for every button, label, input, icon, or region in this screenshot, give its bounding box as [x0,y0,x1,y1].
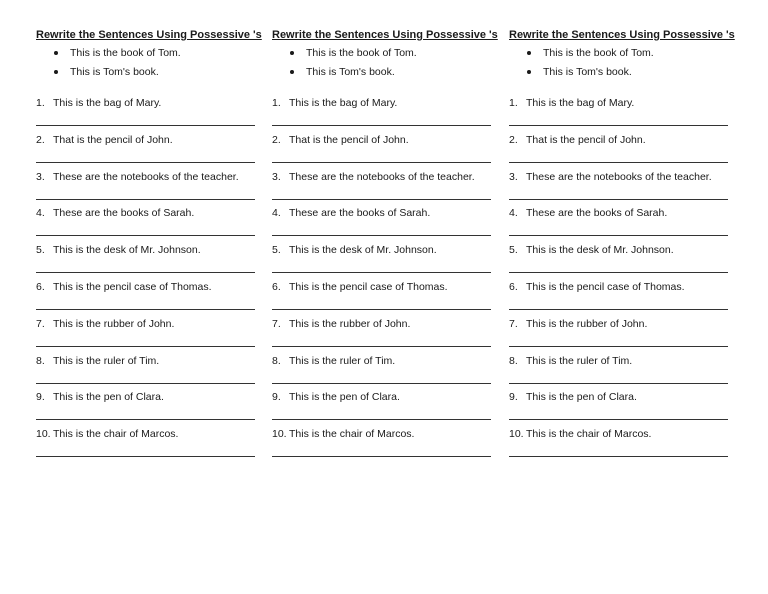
question-row [272,280,448,294]
question-row [509,243,674,257]
answer-line[interactable] [272,125,491,126]
question-row [272,243,437,257]
question-row [272,96,397,110]
question-text: That is the pencil of John. [289,133,409,146]
question-text: These are the notebooks of the teacher. [53,170,239,183]
bullet-icon [54,70,58,74]
worksheet-column-2 [272,28,498,441]
answer-line[interactable] [272,456,491,457]
question-text: These are the notebooks of the teacher. [289,170,475,183]
example-item [36,46,256,65]
question-text: This is the pencil case of Thomas. [289,280,448,293]
question-text: These are the books of Sarah. [289,207,431,220]
question-number: 4. [509,207,518,220]
answer-line[interactable] [272,272,491,273]
question-text: These are the books of Sarah. [53,207,195,220]
answer-line[interactable] [36,199,255,200]
question-number: 2. [509,133,518,146]
question-number: 7. [272,317,281,330]
answer-line[interactable] [272,383,491,384]
question-number: 6. [272,280,281,293]
question-row [36,96,161,110]
question-row [509,170,712,184]
question-row [36,206,194,220]
answer-line[interactable] [36,272,255,273]
example-list [272,46,492,84]
example-list [509,46,729,84]
bullet-icon [290,70,294,74]
question-item [509,96,729,133]
answer-line[interactable] [272,199,491,200]
question-row [36,354,159,368]
answer-line[interactable] [509,383,728,384]
question-text: This is the pen of Clara. [289,391,400,404]
question-text: This is the pen of Clara. [53,391,164,404]
bullet-icon [527,51,531,55]
example-list [36,46,256,84]
worksheet-title: Rewrite the Sentences Using Possessive 's [509,29,735,41]
question-item [272,133,492,170]
question-number: 8. [272,354,281,367]
question-number: 1. [36,97,45,109]
worksheet-column-1 [36,28,262,441]
question-row [36,317,174,331]
example-text: This is the book of Tom. [306,47,417,59]
answer-line[interactable] [36,235,255,236]
question-text: This is the rubber of John. [526,317,648,330]
question-item [272,317,492,354]
question-item [272,354,492,391]
question-list [509,96,729,464]
question-number: 1. [509,97,518,109]
question-item [36,133,256,170]
question-row [36,280,212,294]
question-row [272,427,414,441]
question-number: 5. [36,244,45,257]
answer-line[interactable] [36,125,255,126]
answer-line[interactable] [509,162,728,163]
question-row [509,96,634,110]
question-number: 2. [36,133,45,146]
question-text: This is the desk of Mr. Johnson. [526,244,674,257]
question-text: This is the pen of Clara. [526,391,637,404]
worksheet-title: Rewrite the Sentences Using Possessive 's [36,29,262,41]
answer-line[interactable] [36,383,255,384]
question-number: 7. [509,317,518,330]
answer-line[interactable] [36,309,255,310]
question-item [36,206,256,243]
question-item [36,427,256,464]
question-number: 10. [272,428,287,441]
question-row [509,317,647,331]
question-item [36,317,256,354]
question-row [272,354,395,368]
question-number: 9. [272,391,281,404]
question-number: 8. [509,354,518,367]
question-item [509,280,729,317]
question-item [272,427,492,464]
answer-line[interactable] [36,162,255,163]
question-number: 6. [36,280,45,293]
answer-line[interactable] [272,235,491,236]
question-number: 8. [36,354,45,367]
bullet-icon [527,70,531,74]
answer-line[interactable] [509,125,728,126]
question-text: This is the ruler of Tim. [289,354,396,367]
answer-line[interactable] [509,235,728,236]
question-item [509,170,729,207]
question-row [509,206,667,220]
question-item [272,96,492,133]
question-number: 1. [272,97,281,109]
question-number: 3. [36,170,45,183]
example-text: This is Tom's book. [306,66,395,78]
question-row [509,427,651,441]
question-text: This is the pencil case of Thomas. [526,280,685,293]
question-row [36,133,173,147]
bullet-icon [290,51,294,55]
worksheet-title: Rewrite the Sentences Using Possessive 's [272,29,498,41]
answer-line[interactable] [509,456,728,457]
question-item [509,243,729,280]
example-text: This is Tom's book. [543,66,632,78]
answer-line[interactable] [36,419,255,420]
question-text: This is the pencil case of Thomas. [53,280,212,293]
question-item [509,317,729,354]
answer-line[interactable] [36,346,255,347]
example-item [272,46,492,65]
question-number: 2. [272,133,281,146]
question-number: 4. [272,207,281,220]
question-text: This is the bag of Mary. [289,97,398,109]
question-text: This is the rubber of John. [53,317,175,330]
question-row [509,354,632,368]
answer-line[interactable] [272,419,491,420]
question-item [36,354,256,391]
example-text: This is Tom's book. [70,66,159,78]
question-item [272,170,492,207]
question-row [36,170,239,184]
example-item [509,46,729,65]
example-item [509,65,729,84]
question-number: 3. [509,170,518,183]
question-number: 4. [36,207,45,220]
answer-line[interactable] [272,309,491,310]
question-item [272,206,492,243]
question-number: 10. [509,428,524,441]
answer-line[interactable] [272,346,491,347]
question-row [36,390,164,404]
question-number: 5. [272,244,281,257]
question-row [272,206,430,220]
question-row [509,280,685,294]
question-item [36,390,256,427]
example-text: This is the book of Tom. [70,47,181,59]
question-number: 9. [36,391,45,404]
question-number: 9. [509,391,518,404]
question-item [36,280,256,317]
answer-line[interactable] [272,162,491,163]
question-text: This is the ruler of Tim. [53,354,160,367]
question-number: 7. [36,317,45,330]
example-text: This is the book of Tom. [543,47,654,59]
question-text: This is the bag of Mary. [53,97,162,109]
question-text: This is the rubber of John. [289,317,411,330]
question-item [36,170,256,207]
question-number: 5. [509,244,518,257]
question-item [509,390,729,427]
question-list [36,96,256,464]
question-item [509,133,729,170]
question-item [509,354,729,391]
question-item [272,390,492,427]
question-text: This is the ruler of Tim. [526,354,633,367]
question-number: 10. [36,428,51,441]
answer-line[interactable] [509,272,728,273]
question-number: 3. [272,170,281,183]
question-number: 6. [509,280,518,293]
question-row [509,390,637,404]
question-text: That is the pencil of John. [53,133,173,146]
question-list [272,96,492,464]
question-row [272,317,410,331]
question-row [272,170,475,184]
answer-line[interactable] [509,309,728,310]
question-text: This is the desk of Mr. Johnson. [289,244,437,257]
question-text: This is the chair of Marcos. [53,428,179,441]
example-item [36,65,256,84]
question-row [36,427,178,441]
question-text: This is the chair of Marcos. [526,428,652,441]
question-item [509,427,729,464]
question-text: This is the desk of Mr. Johnson. [53,244,201,257]
answer-line[interactable] [509,199,728,200]
question-row [36,243,201,257]
answer-line[interactable] [509,346,728,347]
question-text: That is the pencil of John. [526,133,646,146]
question-item [36,96,256,133]
question-item [272,280,492,317]
answer-line[interactable] [509,419,728,420]
question-row [509,133,646,147]
question-text: This is the bag of Mary. [526,97,635,109]
question-text: These are the notebooks of the teacher. [526,170,712,183]
question-item [36,243,256,280]
question-item [509,206,729,243]
question-text: This is the chair of Marcos. [289,428,415,441]
question-item [272,243,492,280]
question-row [272,390,400,404]
bullet-icon [54,51,58,55]
answer-line[interactable] [36,456,255,457]
question-text: These are the books of Sarah. [526,207,668,220]
example-item [272,65,492,84]
question-row [272,133,409,147]
worksheet-column-3 [509,28,735,441]
